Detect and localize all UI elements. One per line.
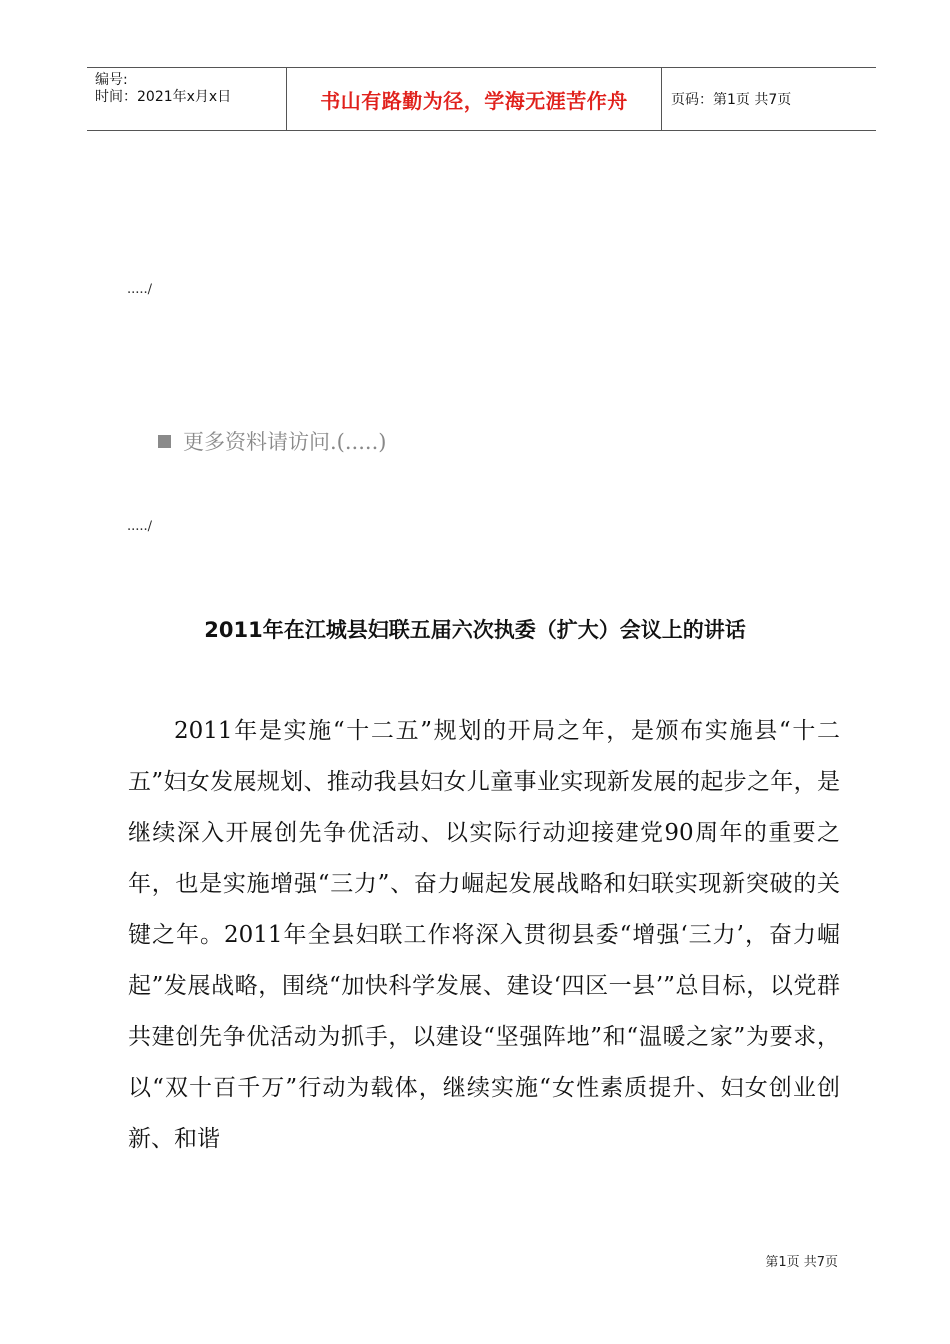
more-info-text[interactable]: 更多资料请访问.(.....) xyxy=(183,430,387,454)
document-number-label: 编号: xyxy=(95,72,128,88)
more-info-line[interactable] xyxy=(158,426,386,456)
header-meta xyxy=(87,68,287,130)
header-motto: 书山有路勤为径，学海无涯苦作舟 xyxy=(287,68,662,130)
page-footer: 第1页 共7页 xyxy=(765,1255,838,1270)
square-bullet-icon xyxy=(158,435,171,448)
dots-link-bottom[interactable]: ...../ xyxy=(127,519,153,534)
header-page-info: 页码：第1页 共7页 xyxy=(671,92,792,108)
page-header xyxy=(87,67,876,131)
document-title: 2011年在江城县妇联五届六次执委（扩大）会议上的讲话 xyxy=(204,618,746,642)
body-paragraph: 2011年是实施“十二五”规划的开局之年，是颁布实施县“十二五”妇女发展规划、推动我县妇女儿童事业实现新发展的起步之年，是继续深入开展创先争优活动、以实际行动迎接建党90周年的重要之年，也是实施增强“三力”、奋力崛起发展战略和妇联实现新突破的关键之年。2011年全县妇联工作将深入贯彻县委“增强‘三力’，奋力崛起”发展战略，围绕“加快科学发展、建设‘四区一县’”总目标，以党群共建创先争优活动为抓手，以建设“坚强阵地”和“温暖之家”为要求，以“双十百千万”行动为载体，继续实施“女性素质提升、妇女创业创新、和谐 xyxy=(128,718,840,1152)
dots-link-top[interactable]: ...../ xyxy=(127,282,153,297)
document-time-label: 时间：2021年x月x日 xyxy=(95,89,232,105)
